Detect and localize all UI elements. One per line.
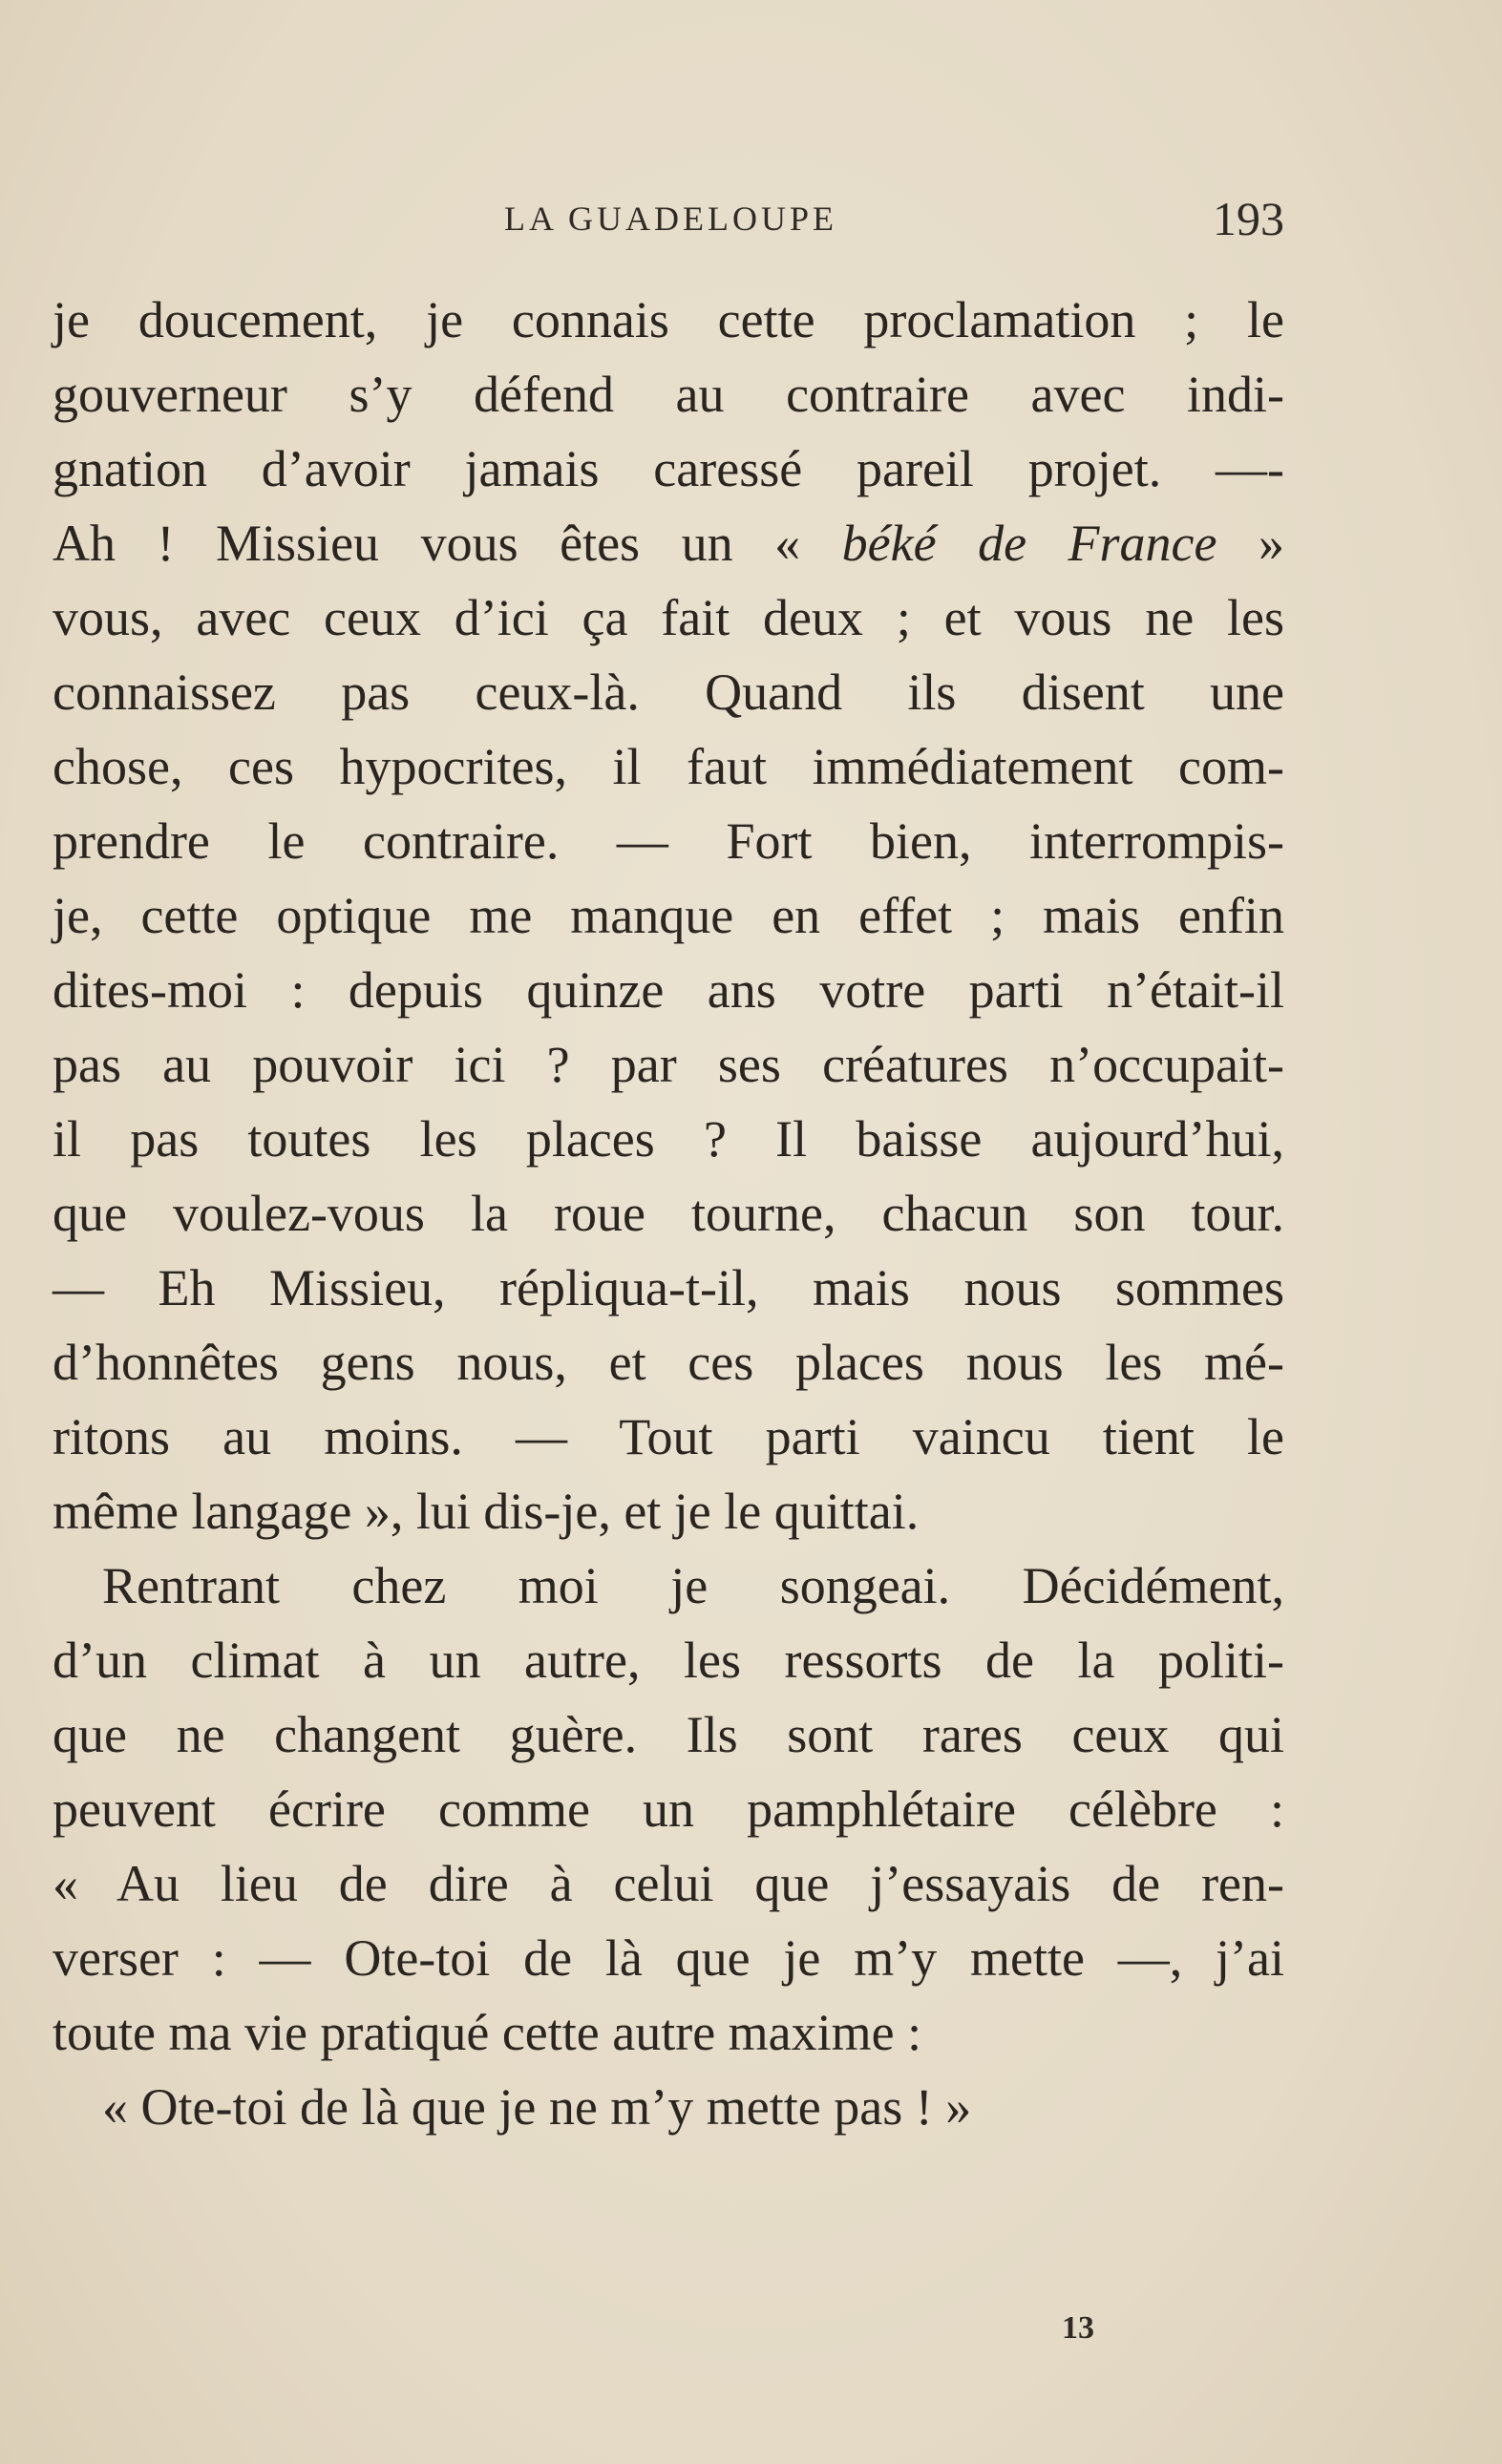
text-line: je, cette optique me manque en effet ; mais enfin (53, 887, 1284, 944)
running-head (57, 191, 1284, 248)
text-line: verser : — Ote-toi de là que je m’y mette —, j’ai (53, 1929, 1284, 1987)
text-line: « Ote-toi de là que je ne m’y mette pas ! » (102, 2078, 972, 2136)
text-line: « Au lieu de dire à celui que j’essayais de ren- (53, 1855, 1284, 1912)
text-line: pas au pouvoir ici ? par ses créatures n’occupait- (53, 1036, 1284, 1093)
text-line: d’honnêtes gens nous, et ces places nous les mé- (53, 1334, 1284, 1391)
text-line: que voulez-vous la roue tourne, chacun son tour. (53, 1185, 1284, 1242)
text-line: vous, avec ceux d’ici ça fait deux ; et vous ne les (53, 589, 1284, 646)
text-line: même langage », lui dis-je, et je le quittai. (53, 1483, 920, 1540)
text-line: dites-moi : depuis quinze ans votre parti n’était-il (53, 961, 1284, 1019)
running-title: LA GUADELOUPE (504, 200, 837, 238)
text-line: prendre le contraire. — Fort bien, interrompis- (53, 812, 1284, 870)
text-line: — Eh Missieu, répliqua-t-il, mais nous sommes (53, 1259, 1284, 1316)
text-line: d’un climat à un autre, les ressorts de la politi- (53, 1632, 1284, 1689)
text-line: il pas toutes les places ? Il baisse aujourd’hui, (53, 1110, 1284, 1168)
text-line-with-italic (53, 506, 1284, 580)
text-line: que ne changent guère. Ils sont rares ceux qui (53, 1706, 1284, 1763)
text-line: gnation d’avoir jamais caressé pareil projet. —- (53, 440, 1284, 497)
text-line: gouverneur s’y défend au contraire avec indi- (53, 366, 1284, 423)
signature-mark: 13 (1062, 2310, 1094, 2346)
text-line: connaissez pas ceux-là. Quand ils disent une (53, 663, 1284, 721)
text-line: Rentrant chez moi je songeai. Décidément, (102, 1557, 1284, 1614)
text-body (53, 283, 1284, 2144)
page-number: 193 (1213, 192, 1284, 245)
text-line: peuvent écrire comme un pamphlétaire célèbre : (53, 1780, 1284, 1838)
text-fragment: » (1259, 515, 1285, 572)
text-line: toute ma vie pratiqué cette autre maxime : (53, 2004, 922, 2061)
text-line: chose, ces hypocrites, il faut immédiatement com- (53, 738, 1284, 795)
text-line: ritons au moins. — Tout parti vaincu tient le (53, 1408, 1284, 1465)
italic-phrase: béké de France (841, 515, 1217, 572)
text-line: je doucement, je connais cette proclamation ; le (53, 291, 1284, 348)
text-fragment: Ah ! Missieu vous êtes un « (53, 515, 801, 572)
